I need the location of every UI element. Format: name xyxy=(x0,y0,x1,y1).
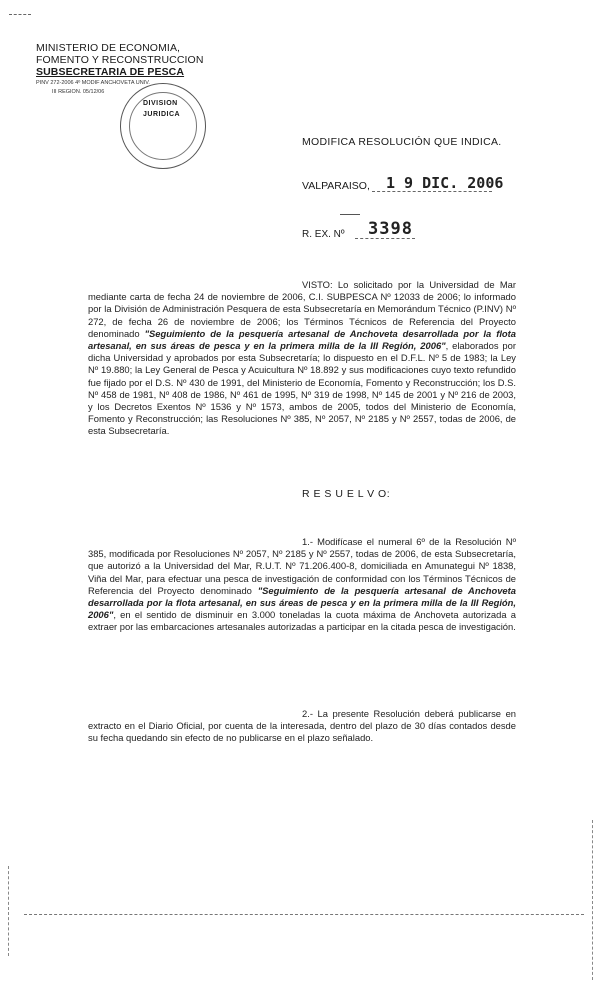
stamp-text-2: JURIDICA xyxy=(143,111,181,118)
reference-line-2: III REGION. 05/12/06 xyxy=(52,89,105,95)
visto-label: VISTO: xyxy=(302,279,333,290)
subsecretaria-title: SUBSECRETARIA DE PESCA xyxy=(36,66,185,78)
item1-project-title: "Seguimiento de la pesquería artesanal de Anchoveta desarrollada por la flota artesanal, en sus áreas de pesca y en la primera milla de la III Región, 2006" xyxy=(88,584,516,621)
visto-project-title: "Seguimiento de la pesquería artesanal de Anchoveta desarrollada por la flota artesanal, en sus áreas de pesca y en la primera milla de la III Región, 2006" xyxy=(88,327,516,352)
resolution-number: 3398 xyxy=(368,219,413,239)
bottom-dashed-line xyxy=(24,914,584,915)
right-margin-mark xyxy=(592,820,593,980)
resuelvo-item-2: 2.- La presente Resolución deberá publicarse en extracto en el Diario Oficial, por cuenta de la interesada, dentro del plazo de 30 días contados desde su fecha quedando sin efecto de no publicarse en el plazo señalado. xyxy=(88,708,516,744)
reference-line-1: PINV 272-2006 4º MODIF ANCHOVETA UNIV. xyxy=(36,80,150,86)
visto-paragraph xyxy=(88,279,516,438)
date-value: 1 9 DIC. 2006 xyxy=(386,174,504,192)
visto-text-b: , elaborados por dicha Universidad y aprobados por esta Subsecretaría; lo dispuesto en el D.F.L. Nº 5 de 1983; la Ley Nº 19.880; la Ley General de Pesca y Acuicultura Nº 18.892 y sus modificaciones cuyo texto refundido fue fijado por el D.S. Nº 430 de 1991, del Ministerio de Economía, Fomento y Reconstrucción; los D.S. Nº 458 de 1981, Nº 408 de 1986, Nº 461 de 1995, Nº 319 de 1998, Nº 145 de 2001 y Nº 216 de 2003, y los Decretos Exentos Nº 1536 y Nº 1573, ambos de 2005, todos del Ministerio de Economía, Fomento y Reconstrucción; las Resoluciones Nº 385, Nº 2057, Nº 2185 y Nº 2557, todas de 2006, de esta Subsecretaría. xyxy=(88,340,516,437)
official-seal-icon xyxy=(120,83,206,169)
visto-text-a: Lo solicitado por la Universidad de Mar mediante carta de fecha 24 de noviembre de 2006, C.I. SUBPESCA Nº 12033 de 2006; lo informado por la División de Administración Pesquera de esta Subsecretaría en Memorándum Técnico (P.INV) Nº 272, de fecha 26 de noviembre de 2006; los Términos Técnicos de Referencia del Proyecto denominado xyxy=(88,279,517,339)
item1-text-b: , en el sentido de disminuir en 3.000 toneladas la cuota máxima de Anchoveta autorizada a extraer por las embarcaciones artesanales autorizadas a participar en la citada pesca de investigación. xyxy=(88,609,516,633)
ministry-line-1: MINISTERIO DE ECONOMIA, xyxy=(36,42,181,54)
resuelvo-item-1 xyxy=(88,536,516,634)
resolution-label: R. EX. Nº xyxy=(302,229,345,240)
ministry-line-2: FOMENTO Y RECONSTRUCCION xyxy=(36,54,204,66)
resolution-mark xyxy=(340,214,360,215)
resolution-underline xyxy=(355,238,415,239)
date-underline xyxy=(372,191,492,192)
date-city: VALPARAISO, xyxy=(302,180,370,192)
top-mark xyxy=(9,14,31,15)
subject-line: MODIFICA RESOLUCIÓN QUE INDICA. xyxy=(302,136,502,148)
left-margin-mark xyxy=(8,866,9,956)
stamp-text-1: DIVISION xyxy=(143,100,178,107)
resuelvo-label: R E S U E L V O: xyxy=(302,488,391,500)
item1-text-a: 1.- Modifícase el numeral 6º de la Resolución Nº 385, modificada por Resoluciones Nº 2057, Nº 2185 y Nº 2557, todas de 2006, de esta Subsecretaría, que autorizó a la Universidad del Mar, R.U.T. Nº 71.206.400-8, domiciliada en Amunategui Nº 1838, Viña del Mar, para efectuar una pesca de investigación de conformidad con los Términos Técnicos de Referencia del Proyecto denominado xyxy=(88,536,516,596)
